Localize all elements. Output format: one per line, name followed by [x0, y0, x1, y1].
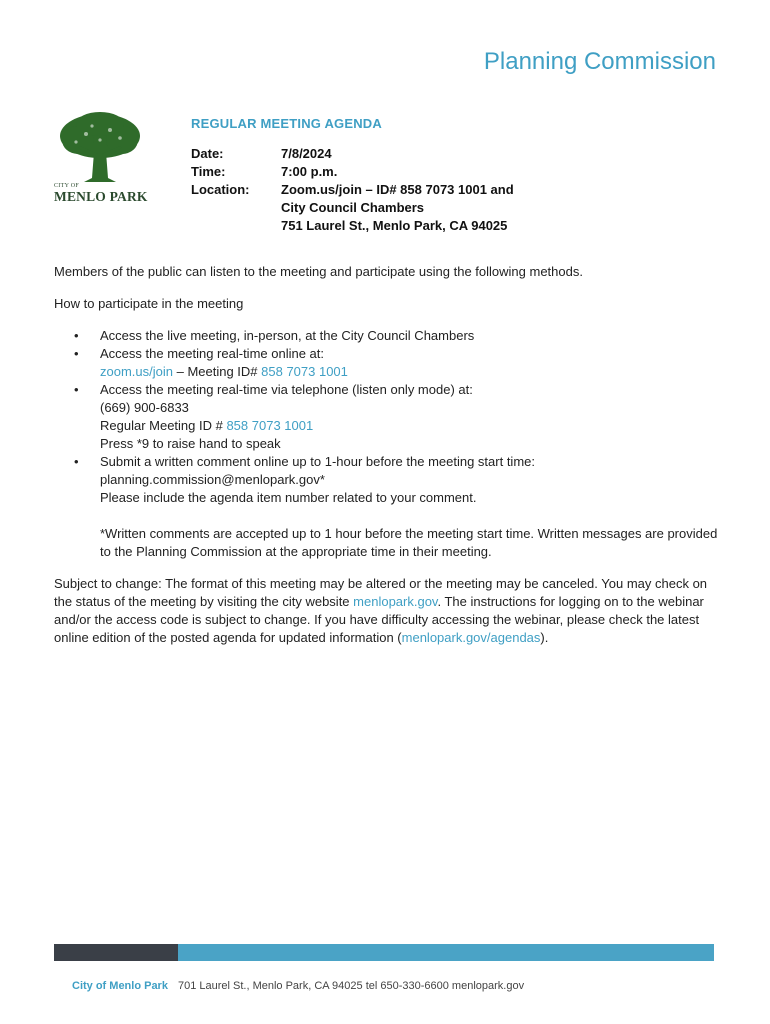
agenda-heading: REGULAR MEETING AGENDA [191, 116, 382, 131]
how-to-heading: How to participate in the meeting [54, 296, 244, 311]
subject-text-a: Subject to change: The format of this meeting may be altered or the meeting may be canceled. You may check on the status of the meeting by visiting the city website [54, 576, 708, 609]
method-in-person-text: Access the live meeting, in-person, at the City Council Chambers [100, 328, 475, 343]
meeting-row-location [191, 181, 514, 199]
menlopark-link[interactable]: menlopark.gov [353, 594, 438, 609]
method-written-text: Submit a written comment online up to 1-hour before the meeting start time: [100, 454, 535, 469]
bullet-icon: • [74, 328, 79, 343]
meeting-row-date [191, 145, 514, 163]
location-value-2: City Council Chambers [281, 200, 425, 215]
press-instruction: Press *9 to raise hand to speak [100, 436, 281, 451]
bullet-icon: • [74, 382, 79, 397]
method-online-text: Access the meeting real-time online at: [100, 346, 324, 361]
footer-bar-dark [54, 944, 178, 961]
meeting-id-label: – Meeting ID# [172, 364, 262, 379]
location-label: Location: [191, 182, 250, 197]
method-telephone-text: Access the meeting real-time via telephone (listen only mode) at: [100, 382, 473, 397]
logo-name: MENLO PARK [54, 189, 148, 204]
method-telephone [54, 381, 719, 453]
logo-city-of: CITY OF [54, 183, 80, 189]
meeting-row-time [191, 163, 514, 181]
time-value: 7:00 p.m. [281, 164, 338, 179]
city-logo [54, 112, 146, 208]
commission-email: planning.commission@menlopark.gov* [100, 472, 325, 487]
footer-city: City of Menlo Park [72, 980, 168, 992]
time-label: Time: [191, 164, 226, 179]
bullet-icon: • [74, 454, 79, 469]
subject-to-change-paragraph [54, 575, 719, 647]
page-title: Planning Commission [483, 48, 716, 75]
subject-text-c: ). [540, 630, 549, 645]
date-value: 7/8/2024 [281, 146, 332, 161]
agenda-item-note: Please include the agenda item number related to your comment. [100, 490, 477, 505]
meeting-id-link[interactable]: 858 7073 1001 [261, 364, 348, 379]
date-label: Date: [191, 146, 224, 161]
footer-bar [54, 944, 714, 961]
footer-address: 701 Laurel St., Menlo Park, CA 94025 tel 650-330-6600 menlopark.gov [177, 980, 525, 992]
tree-icon [56, 112, 144, 184]
agendas-link[interactable]: menlopark.gov/agendas [401, 630, 541, 645]
written-comments-note: *Written comments are accepted up to 1 hour before the meeting start time. Written messages are provided to the Planning Commission at the appropriate time in their meeting. [100, 526, 718, 559]
meeting-row-location-2 [191, 199, 514, 217]
location-value-3: 751 Laurel St., Menlo Park, CA 94025 [281, 218, 508, 233]
phone-number: (669) 900-6833 [100, 400, 189, 415]
agenda-body [54, 263, 719, 647]
zoom-link[interactable]: zoom.us/join [100, 364, 173, 379]
location-label-3 [191, 217, 281, 235]
meeting-details [191, 145, 514, 235]
intro-paragraph: Members of the public can listen to the meeting and participate using the following methods. [54, 264, 583, 279]
participation-methods [54, 327, 719, 507]
regular-meeting-id-label: Regular Meeting ID # [100, 418, 227, 433]
footer-bar-light [178, 944, 714, 961]
location-label-2 [191, 199, 281, 217]
method-in-person [54, 327, 719, 345]
meeting-row-location-3 [191, 217, 514, 235]
footer [72, 980, 524, 992]
method-online [54, 345, 719, 381]
bullet-icon: • [74, 346, 79, 361]
subject-text-b: . The instructions for logging on to the webinar and/or the access code is subject to change. If you have difficulty accessing the webinar, please check the latest online edition of the posted agenda for updated information ( [54, 594, 704, 645]
regular-meeting-id-link[interactable]: 858 7073 1001 [226, 418, 314, 433]
method-written [54, 453, 719, 507]
location-value: Zoom.us/join – ID# 858 7073 1001 and [281, 182, 514, 197]
